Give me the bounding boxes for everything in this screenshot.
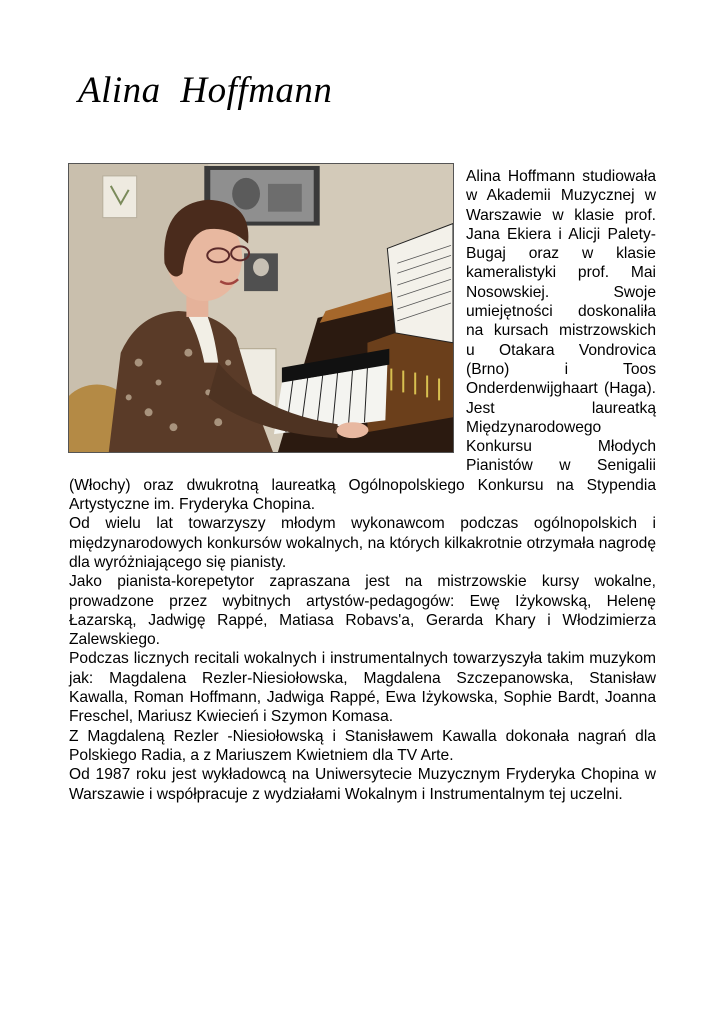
photo-wrap-spacer bbox=[69, 167, 466, 460]
paragraph-accompaniment: Od wielu lat towarzyszy młodym wykonawcom podczas ogólnopolskich i międzynarodowych konkursów wokalnych, na których kilkakrotnie otrzymała nagrodę dla wyróżniającego się pianisty. bbox=[69, 515, 656, 571]
paragraph-recordings: Z Magdaleną Rezler -Niesiołowską i Stanisławem Kawalla dokonała nagrań dla Polskiego Radia, a z Mariuszem Kwietniem dla TV Arte. bbox=[69, 727, 656, 764]
page-title: Alina Hoffmann bbox=[78, 70, 333, 111]
biography-text bbox=[69, 167, 656, 804]
paragraph-recitals: Podczas licznych recitali wokalnych i instrumentalnych towarzyszyła takim muzykom jak: Magdalena Rezler-Niesiołowska, Magdalena Szczepanowska, Stanisław Kawalla, Roman Hoffmann, Jadwiga Rappé, Ewa Iżykowska, Sophie Bardt, Joanna Freschel, Mariusz Kwiecień i Szymon Komasa. bbox=[69, 650, 656, 726]
paragraph-masterclasses: Jako pianista-korepetytor zapraszana jest na mistrzowskie kursy wokalne, prowadzone przez wybitnych artystów-pedagogów: Ewę Iżykowską, Helenę Łazarską, Jadwigę Rappé, Matiasa Robavs'a, Gerarda Khary i Włodzimierza Zalewskiego. bbox=[69, 573, 656, 649]
paragraph-teaching: Od 1987 roku jest wykładowcą na Uniwersytecie Muzycznym Fryderyka Chopina w Warszawie i współpracuje z wydziałami Wokalnym i Instrumentalnym tej uczelni. bbox=[69, 766, 656, 803]
paragraph-education: Alina Hoffmann studiowała w Akademii Muzycznej w Warszawie w klasie prof. Jana Ekiera i Alicji Palety-Bugaj oraz w klasie kameralistyki prof. Mai Nosowskiej. Swoje umiejętności doskonaliła na kursach mistrzowskich u Otakara Vondrovica (Brno) i Toos Onderdenwijghaart (Haga). Jest laureatką Międzynarodowego Konkursu Młodych Pianistów w Senigalii (Włochy) oraz dwukrotną laureatką Ogólnopolskiego Konkursu na Stypendia Artystyczne im. Fryderyka Chopina. bbox=[69, 168, 656, 514]
